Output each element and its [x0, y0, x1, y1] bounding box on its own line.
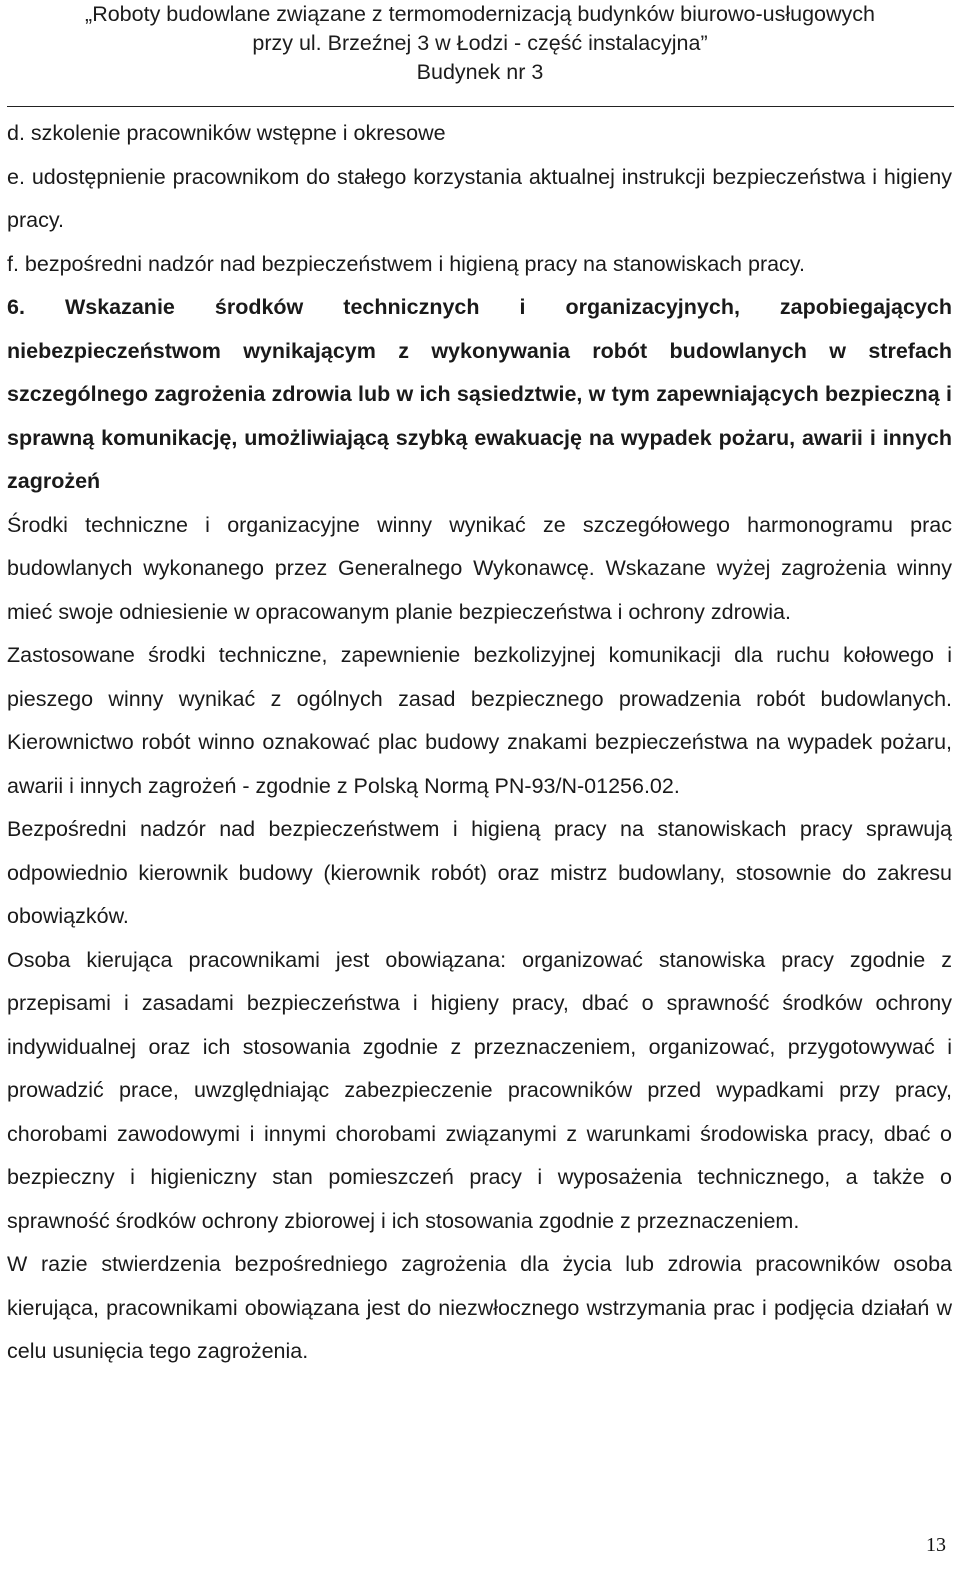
list-item-d: d. szkolenie pracowników wstępne i okresowe — [7, 121, 446, 145]
document-body — [7, 112, 952, 1374]
page-number: 13 — [926, 1534, 946, 1556]
paragraph-direct-supervision: Bezpośredni nadzór nad bezpieczeństwem i higieną pracy na stanowiskach pracy sprawują odpowiednio kierownik budowy (kierownik robót) oraz mistrz budowlany, stosownie do zakresu obowiązków. — [7, 817, 952, 928]
header-divider — [7, 106, 954, 107]
document-header — [0, 0, 960, 87]
paragraph-technical-measures: Środki techniczne i organizacyjne winny wynikać ze szczegółowego harmonogramu prac budowlanych wykonanego przez Generalnego Wykonawcę. Wskazane wyżej zagrożenia winny mieć swoje odniesienie w opracowanym planie bezpieczeństwa i ochrony zdrowia. — [7, 512, 952, 624]
list-item-e: e. udostępnienie pracownikom do stałego korzystania aktualnej instrukcji bezpieczeństwa i higieny pracy. — [7, 164, 952, 232]
header-title-line-1: „Roboty budowlane związane z termomodernizacją budynków biurowo-usługowych — [85, 2, 875, 26]
list-item-f: f. bezpośredni nadzór nad bezpieczeństwem i higieną pracy na stanowiskach pracy. — [7, 251, 805, 276]
paragraph-immediate-danger: W razie stwierdzenia bezpośredniego zagrożenia dla życia lub zdrowia pracowników osoba kierująca, pracownikami obowiązana jest do niezwłocznego wstrzymania prac i podjęcia działań w celu usunięcia tego zagrożenia. — [7, 1252, 952, 1363]
paragraph-applied-measures: Zastosowane środki techniczne, zapewnienie bezkolizyjnej komunikacji dla ruchu kołowego i pieszego winny wynikać z ogólnych zasad bezpiecznego prowadzenia robót budowlanych. Kierownictwo robót winno oznakować plac budowy znakami bezpieczeństwa na wypadek pożaru, awarii i innych zagrożeń - zgodnie z Polską Normą PN-93/N-01256.02. — [7, 643, 952, 798]
section-heading: 6. Wskazanie środków technicznych i organizacyjnych, zapobiegających niebezpieczeństwom wynikającym z wykonywania robót budowlanych w strefach szczególnego zagrożenia zdrowia lub w ich sąsiedztwie, w tym zapewniających bezpieczną i sprawną komunikację, umożliwiającą szybką ewakuację na wypadek pożaru, awarii i innych zagrożeń — [7, 295, 952, 493]
header-title-line-2: przy ul. Brzeźnej 3 w Łodzi - część instalacyjna” — [252, 31, 708, 55]
paragraph-supervisor-duties: Osoba kierująca pracownikami jest obowiązana: organizować stanowiska pracy zgodnie z przepisami i zasadami bezpieczeństwa i higieny pracy, dbać o sprawność środków ochrony indywidualnej oraz ich stosowania zgodnie z przeznaczeniem, organizować, przygotowywać i prowadzić prace, uwzględniając zabezpieczenie pracowników przed wypadkami przy pracy, chorobami zawodowymi i innymi chorobami związanymi z warunkami środowiska pracy, dbać o bezpieczny i higieniczny stan pomieszczeń pracy i wyposażenia technicznego, a także o sprawność środków ochrony zbiorowej i ich stosowania zgodnie z przeznaczeniem. — [7, 947, 952, 1233]
header-building-label: Budynek nr 3 — [416, 60, 544, 84]
